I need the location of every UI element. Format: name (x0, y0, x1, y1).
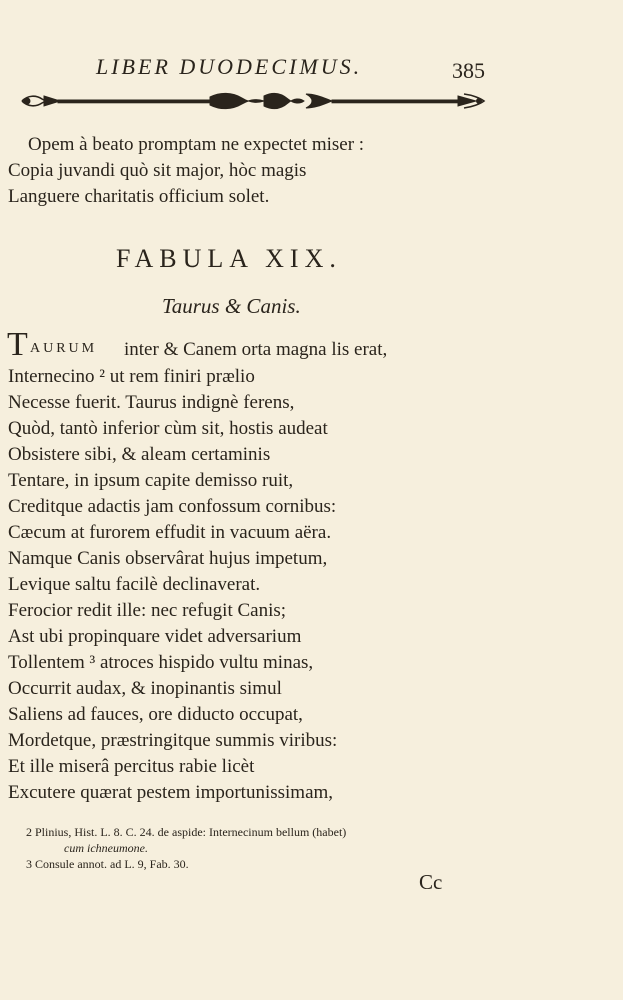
signature-mark: Cc (419, 870, 443, 894)
verse-line: Namque Canis observârat hujus impetum, (8, 548, 328, 569)
footnote-2-continuation: cum ichneumone. (64, 841, 148, 855)
fable-title: FABULA XIX. (116, 244, 342, 273)
previous-verse-line: Copia juvandi quò sit major, hòc magis (8, 160, 307, 181)
fable-subtitle: Taurus & Canis. (162, 294, 301, 318)
verse-line: Necesse fuerit. Taurus indignè ferens, (8, 392, 295, 413)
verse-line: Creditque adactis jam confossum cornibus: (8, 496, 337, 517)
page-number: 385 (452, 58, 485, 83)
running-head: LIBER DUODECIMUS. (96, 54, 363, 79)
first-word-small-caps: AURUM (30, 341, 98, 356)
verse-line: Internecino ² ut rem finiri prælio (8, 366, 255, 387)
footnote-3: 3 Consule annot. ad L. 9, Fab. 30. (26, 857, 189, 871)
previous-verse-line: Languere charitatis officium solet. (8, 186, 270, 207)
verse-line: Saliens ad fauces, ore diducto occupat, (8, 704, 303, 725)
ornamental-rule (20, 88, 486, 114)
verse-line: Tentare, in ipsum capite demisso ruit, (8, 470, 294, 491)
verse-line: Quòd, tantò inferior cùm sit, hostis audeat (8, 418, 328, 439)
verse-line: Et ille miserâ percitus rabie licèt (8, 756, 255, 777)
verse-line: Excutere quærat pestem importunissimam, (8, 782, 334, 803)
verse-line: Ferocior redit ille: nec refugit Canis; (8, 600, 287, 621)
verse-line: Tollentem ³ atroces hispido vultu minas, (8, 652, 314, 673)
verse-line: Cæcum at furorem effudit in vacuum aëra. (8, 522, 332, 543)
verse-line: Obsistere sibi, & aleam certaminis (8, 444, 271, 465)
verse-line: Levique saltu facilè declinaverat. (8, 574, 261, 595)
first-verse-line: inter & Canem orta magna lis erat, (124, 339, 388, 360)
previous-verse-line: Opem à beato promptam ne expectet miser : (28, 134, 365, 155)
footnote-2: 2 Plinius, Hist. L. 8. C. 24. de aspide: Internecinum bellum (habet) (26, 825, 347, 839)
verse-line: Mordetque, præstringitque summis viribus: (8, 730, 338, 751)
drop-cap: T (7, 326, 28, 363)
verse-line: Occurrit audax, & inopinantis simul (8, 678, 282, 699)
verse-line: Ast ubi propinquare videt adversarium (8, 626, 302, 647)
